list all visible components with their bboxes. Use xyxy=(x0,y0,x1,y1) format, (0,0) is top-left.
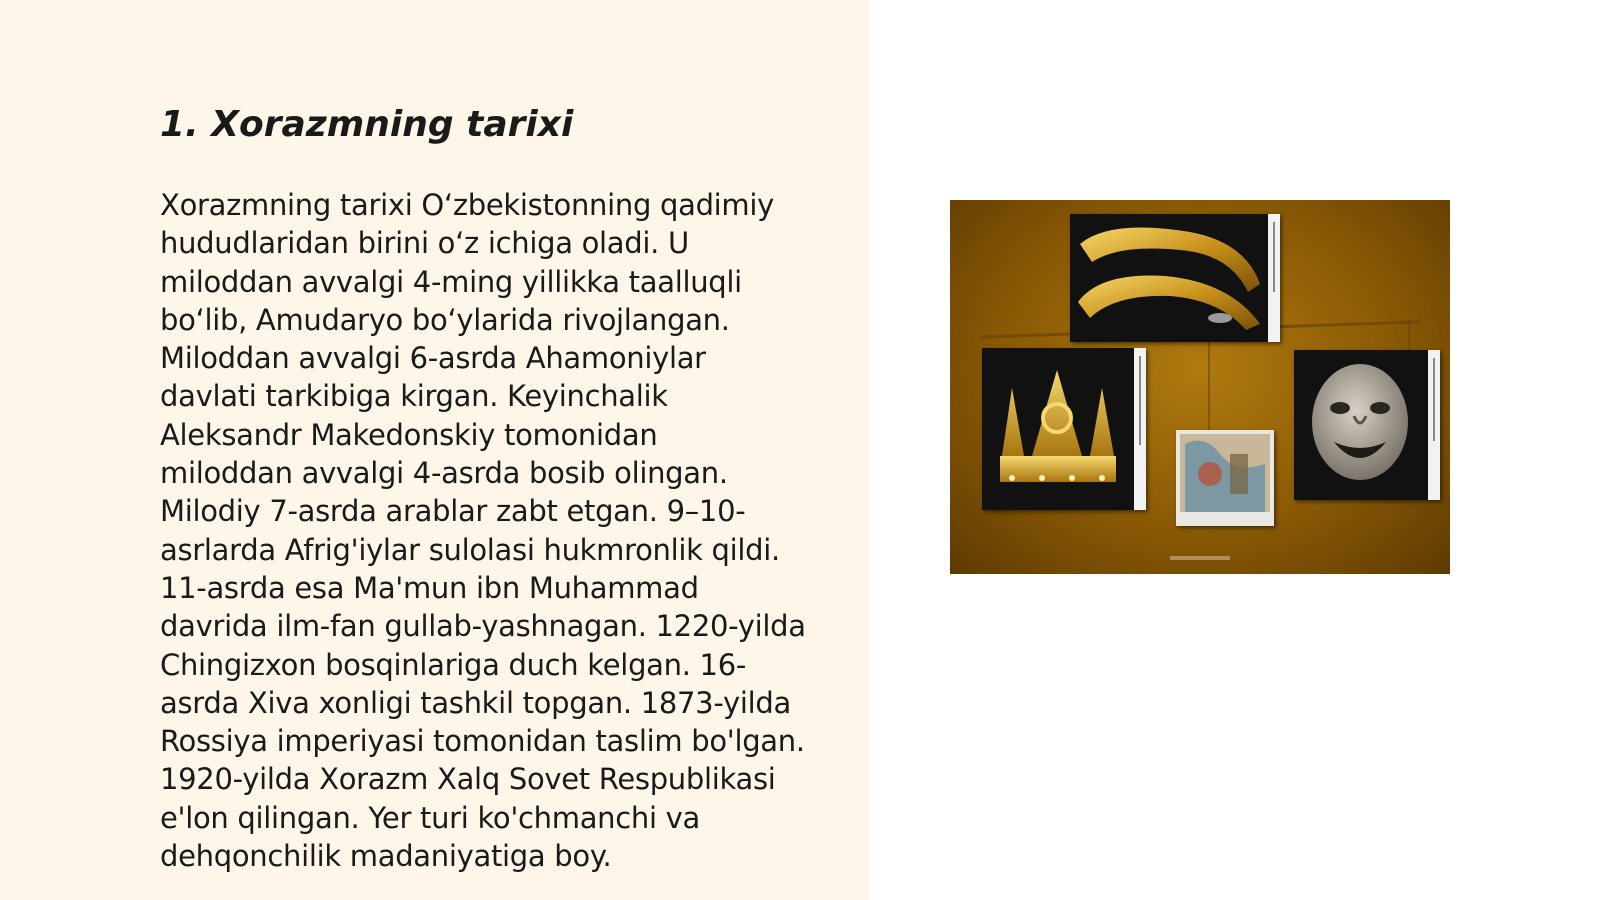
body-line: Miloddan avvalgi 6-asrda Ahamoniylar xyxy=(160,341,706,376)
body-line: miloddan avvalgi 4-asrda bosib olingan. xyxy=(160,456,728,491)
body-line: 1920-yilda Xorazm Xalq Sovet Respublikasi xyxy=(160,762,776,797)
body-line: Chingizxon bosqinlariga duch kelgan. 16- xyxy=(160,647,747,682)
body-line: asrda Xiva xonligi tashkil topgan. 1873-yilda xyxy=(160,685,791,720)
body-line: hududlaridan birini o‘z ichiga oladi. U xyxy=(160,226,689,261)
body-line: miloddan avvalgi 4-ming yillikka taalluqli xyxy=(160,264,742,299)
body-line: Xorazmning tarixi O‘zbekistonning qadimiy xyxy=(160,188,775,222)
slide-body-text xyxy=(160,186,850,875)
crown-card xyxy=(982,348,1146,510)
fresco-painting-icon xyxy=(1180,434,1270,512)
scale-string xyxy=(1208,340,1210,440)
body-line: Milodiy 7-asrda arablar zabt etgan. 9–10- xyxy=(160,494,746,529)
body-line: davlati tarkibiga kirgan. Keyinchalik xyxy=(160,379,668,414)
body-line: Rossiya imperiyasi tomonidan taslim bo'lgan. xyxy=(160,724,805,759)
body-line: Aleksandr Makedonskiy tomonidan xyxy=(160,417,658,452)
mask-card xyxy=(1294,350,1440,500)
watermark xyxy=(1170,556,1230,560)
gold-crown-icon xyxy=(982,348,1132,510)
slide-title: 1. Xorazmning tarixi xyxy=(160,104,574,145)
body-line: bo‘lib, Amudaryo bo‘ylarida rivojlangan. xyxy=(160,302,730,337)
gold-bracelet-icon xyxy=(1070,214,1266,342)
body-line: davrida ilm-fan gullab-yashnagan. 1220-yilda xyxy=(160,609,806,644)
body-line: asrlarda Afrig'iylar sulolasi hukmronlik qildi. xyxy=(160,532,780,567)
body-line: 11-asrda esa Ma'mun ibn Muhammad xyxy=(160,570,699,605)
bracelet-card xyxy=(1070,214,1280,342)
fresco-card xyxy=(1176,430,1274,526)
body-line: dehqonchilik madaniyatiga boy. xyxy=(160,839,612,874)
clay-mask-icon xyxy=(1294,350,1426,500)
artifacts-photo xyxy=(950,200,1450,574)
body-line: e'lon qilingan. Yer turi ko'chmanchi va xyxy=(160,800,700,835)
